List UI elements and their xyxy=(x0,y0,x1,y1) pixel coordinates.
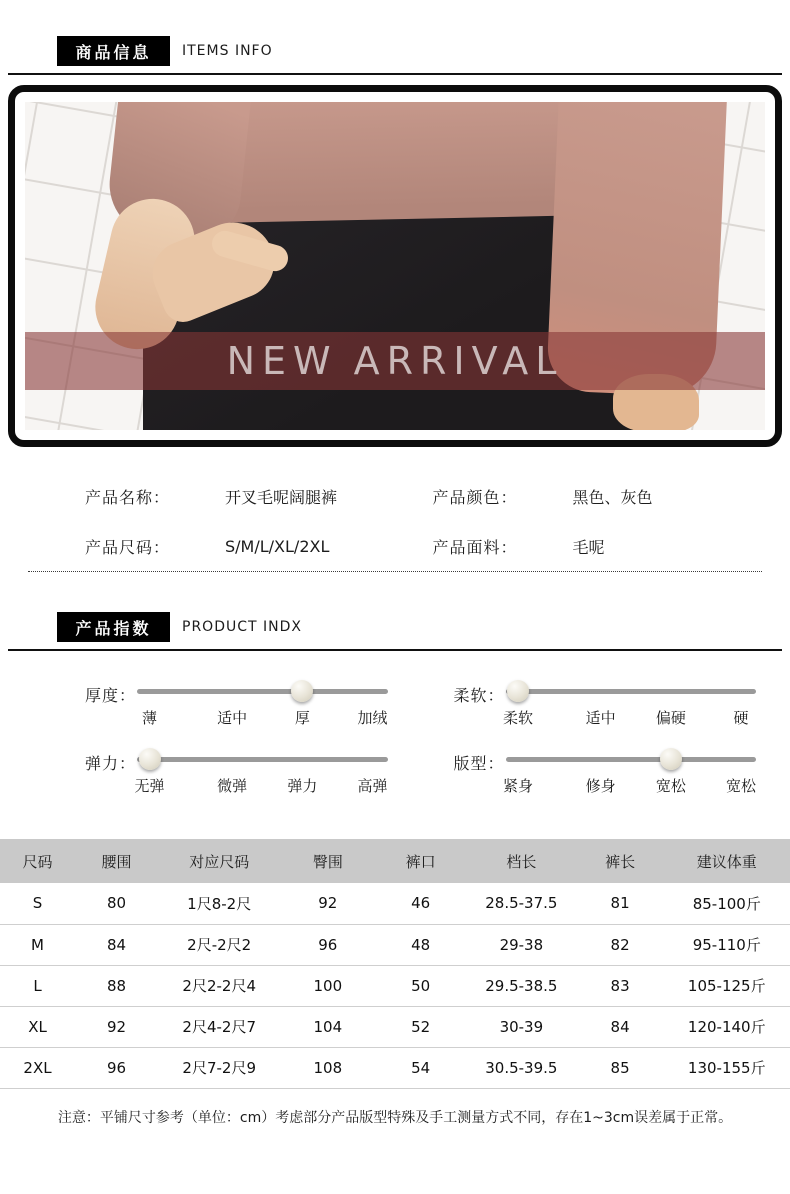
slider-tick: 微弹 xyxy=(217,777,248,795)
table-cell: M xyxy=(0,924,75,965)
slider-tick: 柔软 xyxy=(503,709,534,727)
slider-tick: 宽松 xyxy=(655,777,686,795)
product-index-header xyxy=(57,612,790,642)
table-cell: 120-140斤 xyxy=(664,1006,790,1047)
dotted-divider xyxy=(28,571,762,572)
column-header: 裤长 xyxy=(577,839,664,883)
field-value: 开叉毛呢阔腿裤 xyxy=(225,487,338,507)
index-slider-row xyxy=(85,677,388,735)
slider-tick: 紧身 xyxy=(503,777,534,795)
slider-track xyxy=(506,689,757,694)
items-info-subtitle: ITEMS INFO xyxy=(182,43,273,59)
items-info-header xyxy=(57,36,790,66)
table-cell: 2尺4-2尺7 xyxy=(158,1006,280,1047)
slider-knob[interactable] xyxy=(507,680,529,702)
table-cell: S xyxy=(0,883,75,924)
slider-tick: 适中 xyxy=(217,709,248,727)
table-row xyxy=(0,924,790,965)
table-cell: 95-110斤 xyxy=(664,924,790,965)
field-label: 产品名称： xyxy=(85,487,171,507)
slider-tick: 偏硬 xyxy=(655,709,686,727)
table-row xyxy=(0,883,790,924)
field-label: 产品尺码： xyxy=(85,537,171,557)
table-cell: 2尺7-2尺9 xyxy=(158,1047,280,1088)
table-cell: 50 xyxy=(375,965,466,1006)
slider-track xyxy=(137,689,388,694)
product-field xyxy=(85,471,413,521)
slider-tick: 高弹 xyxy=(357,777,388,795)
index-slider-row xyxy=(454,745,757,803)
table-cell: L xyxy=(0,965,75,1006)
table-cell: 92 xyxy=(75,1006,158,1047)
field-value: S/M/L/XL/2XL xyxy=(225,536,330,556)
product-index-badge: 产品指数 xyxy=(57,612,170,642)
index-slider-row xyxy=(454,677,757,735)
slider-tick: 薄 xyxy=(142,709,158,727)
table-cell: 83 xyxy=(577,965,664,1006)
table-row xyxy=(0,965,790,1006)
slider-label: 厚度： xyxy=(85,686,137,705)
table-cell: 2XL xyxy=(0,1047,75,1088)
table-cell: 30-39 xyxy=(466,1006,577,1047)
slider-tick: 加绒 xyxy=(357,709,388,727)
field-value: 毛呢 xyxy=(572,537,605,557)
slider-knob[interactable] xyxy=(660,748,682,770)
table-cell: 92 xyxy=(280,883,375,924)
table-cell: XL xyxy=(0,1006,75,1047)
slider-tick: 适中 xyxy=(585,709,616,727)
table-cell: 108 xyxy=(280,1047,375,1088)
slider xyxy=(137,677,388,735)
table-cell: 48 xyxy=(375,924,466,965)
product-field xyxy=(433,471,761,521)
table-row xyxy=(0,1006,790,1047)
banner-word-arrival: ARRIVAL xyxy=(353,339,564,383)
slider-knob[interactable] xyxy=(139,748,161,770)
measurement-note: 注意：平铺尺寸参考（单位：cm）考虑部分产品版型特殊及手工测量方式不同，存在1~3cm误差属于正常。 xyxy=(57,1109,733,1126)
slider-track xyxy=(506,757,757,762)
field-label: 产品颜色： xyxy=(432,487,518,507)
field-label: 产品面料： xyxy=(432,537,518,557)
product-field xyxy=(85,521,413,571)
slider-label: 柔软： xyxy=(453,686,505,705)
slider xyxy=(503,677,757,735)
table-cell: 96 xyxy=(280,924,375,965)
table-row xyxy=(0,1047,790,1088)
table-cell: 46 xyxy=(375,883,466,924)
header-divider xyxy=(8,73,782,75)
new-arrival-banner xyxy=(25,332,765,390)
index-slider-row xyxy=(85,745,388,803)
product-index-sliders xyxy=(85,677,756,803)
slider xyxy=(503,745,757,803)
table-cell: 2尺-2尺2 xyxy=(158,924,280,965)
table-cell: 29-38 xyxy=(466,924,577,965)
table-cell: 2尺2-2尺4 xyxy=(158,965,280,1006)
slider-tick: 硬 xyxy=(733,709,749,727)
column-header: 档长 xyxy=(466,839,577,883)
column-header: 尺码 xyxy=(0,839,75,883)
field-value: 黑色、灰色 xyxy=(572,487,653,507)
index-divider xyxy=(8,649,782,651)
product-photo xyxy=(25,102,765,430)
table-cell: 30.5-39.5 xyxy=(466,1047,577,1088)
slider-label: 版型： xyxy=(453,754,505,773)
slider-track xyxy=(137,757,388,762)
size-table-header-row xyxy=(0,839,790,883)
table-cell: 105-125斤 xyxy=(664,965,790,1006)
table-cell: 80 xyxy=(75,883,158,924)
table-cell: 85-100斤 xyxy=(664,883,790,924)
size-table xyxy=(0,839,790,1089)
slider-tick: 修身 xyxy=(585,777,616,795)
column-header: 对应尺码 xyxy=(158,839,280,883)
column-header: 裤口 xyxy=(375,839,466,883)
table-cell: 54 xyxy=(375,1047,466,1088)
product-field xyxy=(433,521,761,571)
table-cell: 28.5-37.5 xyxy=(466,883,577,924)
slider-label: 弹力： xyxy=(85,754,137,773)
items-info-badge: 商品信息 xyxy=(57,36,170,66)
table-cell: 81 xyxy=(577,883,664,924)
table-cell: 100 xyxy=(280,965,375,1006)
table-cell: 104 xyxy=(280,1006,375,1047)
table-cell: 96 xyxy=(75,1047,158,1088)
slider-tick: 弹力 xyxy=(287,777,318,795)
table-cell: 88 xyxy=(75,965,158,1006)
table-cell: 84 xyxy=(577,1006,664,1047)
table-cell: 130-155斤 xyxy=(664,1047,790,1088)
column-header: 臀围 xyxy=(280,839,375,883)
column-header: 腰围 xyxy=(75,839,158,883)
table-cell: 84 xyxy=(75,924,158,965)
column-header: 建议体重 xyxy=(664,839,790,883)
table-cell: 82 xyxy=(577,924,664,965)
banner-word-new: NEW xyxy=(226,339,338,383)
table-cell: 52 xyxy=(375,1006,466,1047)
product-photo-frame xyxy=(8,85,782,447)
table-cell: 29.5-38.5 xyxy=(466,965,577,1006)
product-index-subtitle: PRODUCT INDX xyxy=(182,619,302,635)
slider-tick: 厚 xyxy=(294,709,310,727)
table-cell: 85 xyxy=(577,1047,664,1088)
table-cell: 1尺8-2尺 xyxy=(158,883,280,924)
slider-knob[interactable] xyxy=(291,680,313,702)
product-info xyxy=(85,471,760,571)
slider xyxy=(134,745,388,803)
slider-tick: 宽松 xyxy=(725,777,756,795)
slider-tick: 无弹 xyxy=(134,777,165,795)
